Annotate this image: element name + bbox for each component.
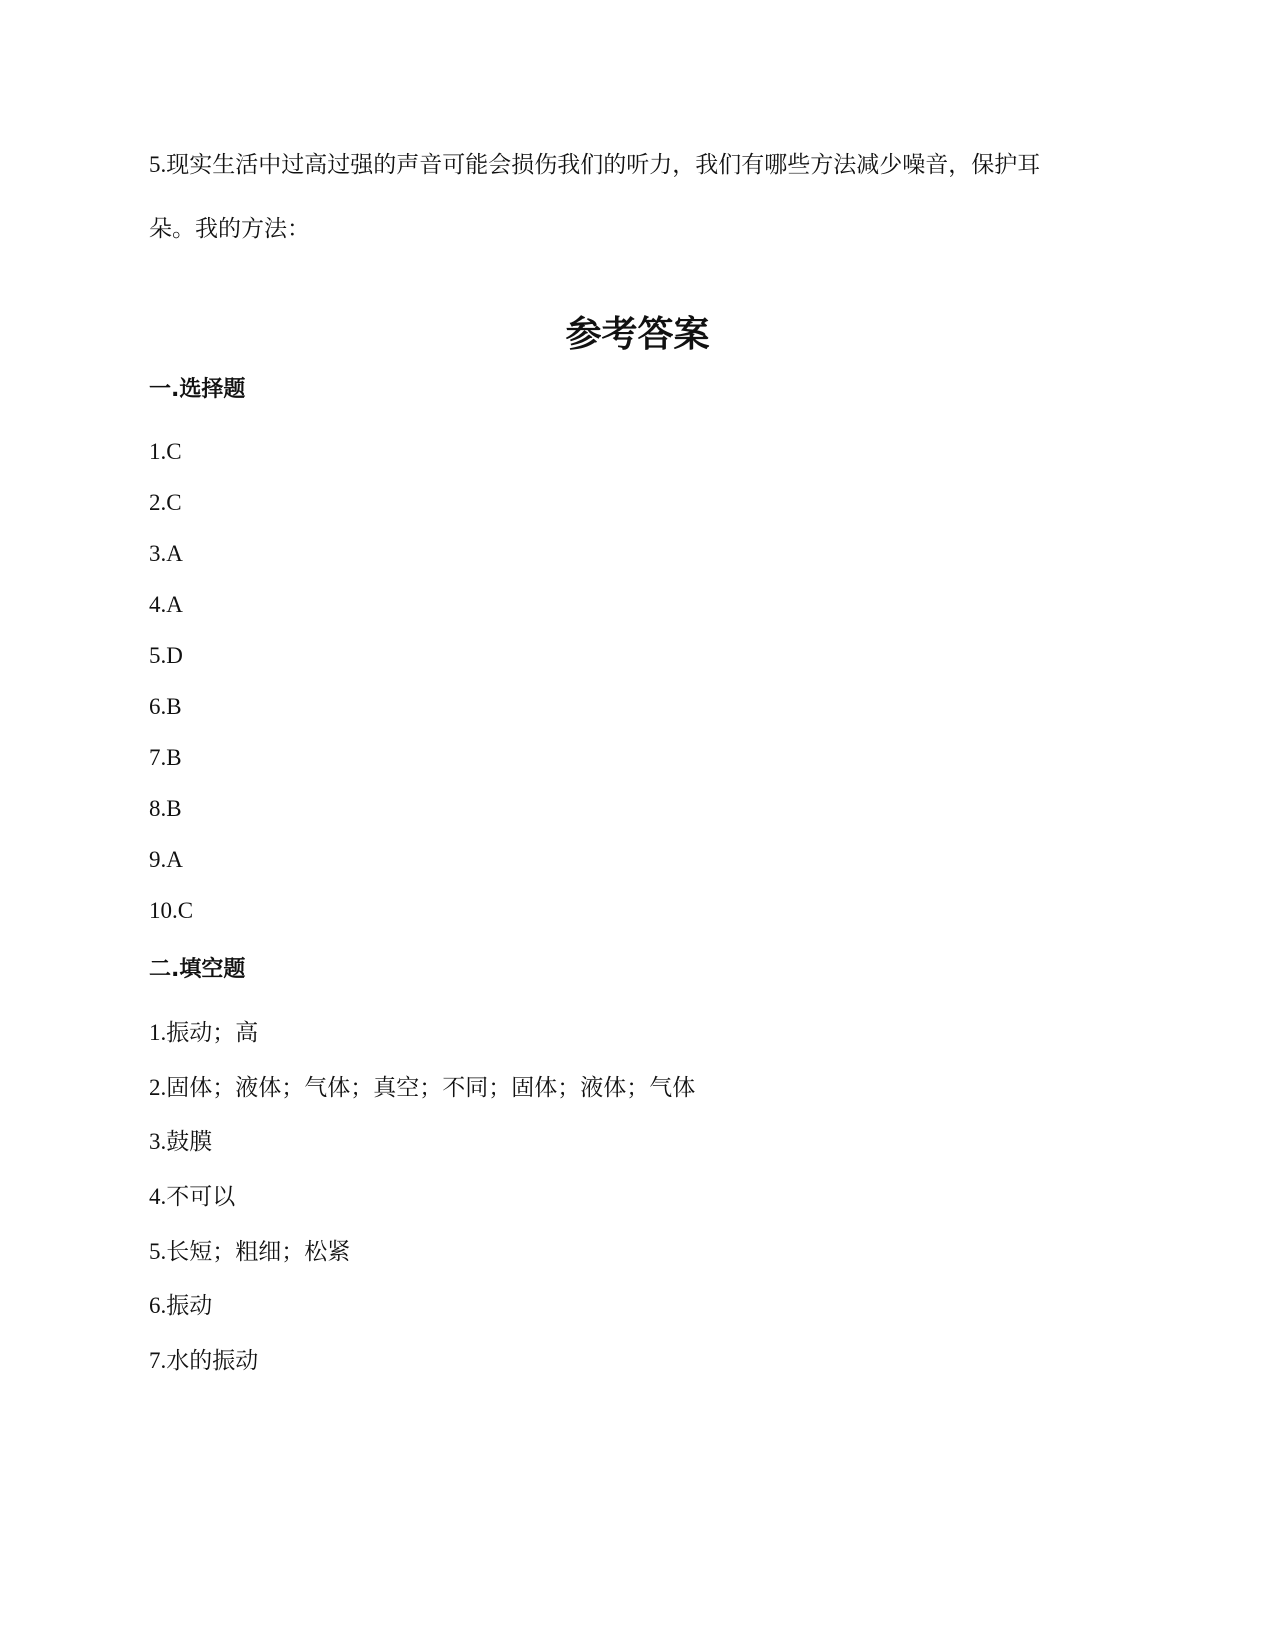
answer-item: 3.A [149,541,183,566]
answer-item: 4.A [149,592,183,617]
answer-item: 4.不可以 [149,1184,236,1209]
section-heading-fill-in-blank: 二.填空题 [149,957,246,982]
question-5-line-2: 朵。我的方法： [149,216,310,241]
answer-item: 2.固体；液体；气体；真空；不同；固体；液体；气体 [149,1075,696,1100]
answer-item: 7.水的振动 [149,1348,259,1373]
answer-item: 1.振动；高 [149,1020,259,1045]
answer-item: 6.B [149,694,182,719]
answer-item: 3.鼓膜 [149,1129,213,1154]
answer-item: 1.C [149,439,182,464]
answer-item: 5.D [149,643,183,668]
answer-item: 10.C [149,898,194,923]
answer-item: 2.C [149,490,182,515]
answer-item: 9.A [149,847,183,872]
section-heading-multiple-choice: 一.选择题 [149,377,246,402]
answer-item: 8.B [149,796,182,821]
question-5-line-1: 5.现实生活中过高过强的声音可能会损伤我们的听力，我们有哪些方法减少噪音，保护耳 [149,152,1041,177]
answer-key-title: 参考答案 [565,314,710,355]
answer-item: 5.长短；粗细；松紧 [149,1239,351,1264]
answer-item: 6.振动 [149,1293,213,1318]
answer-item: 7.B [149,745,182,770]
